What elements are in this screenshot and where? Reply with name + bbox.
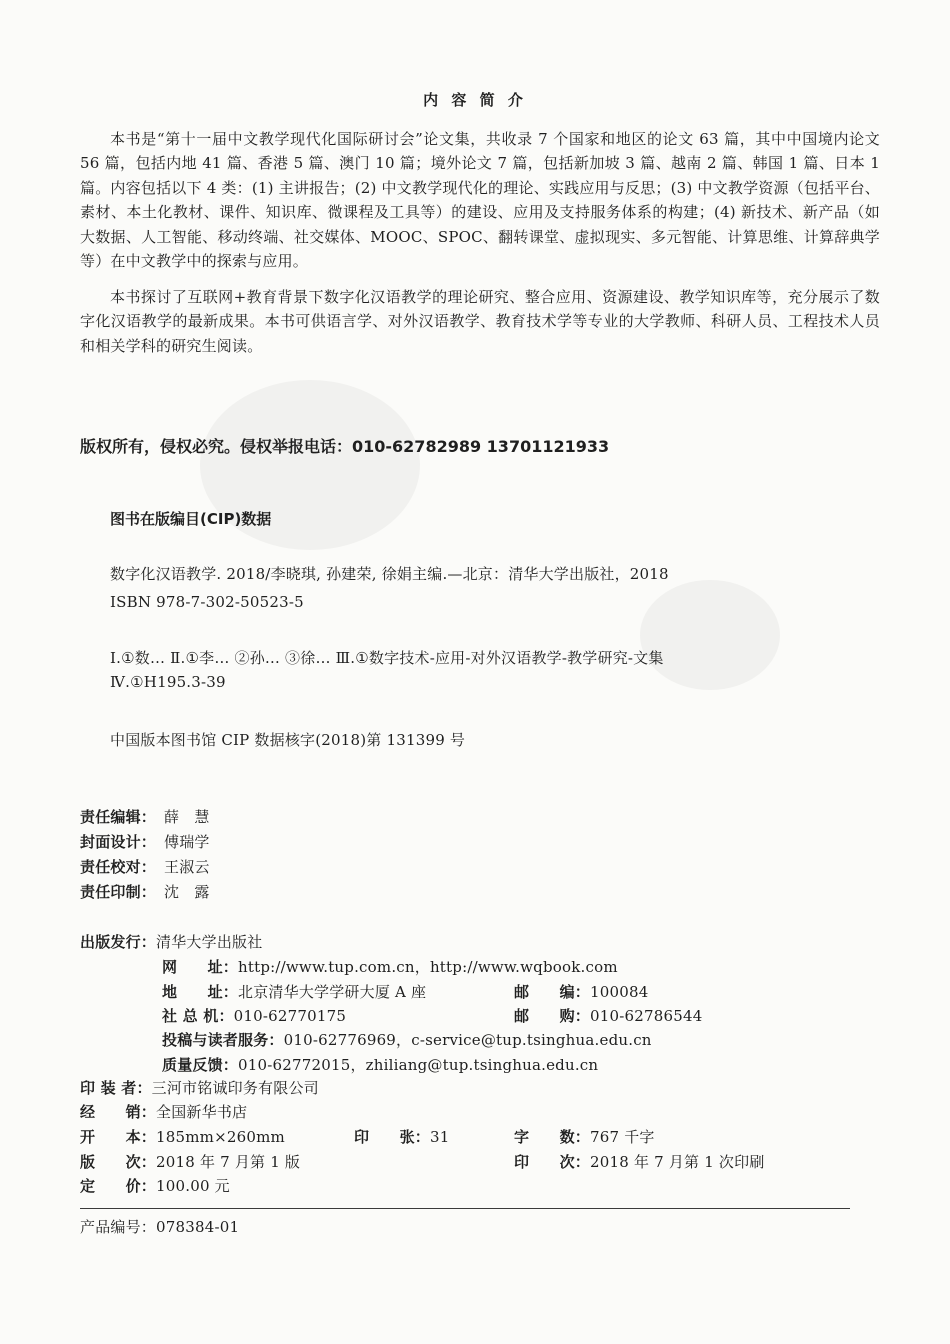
- postcode-value: 100084: [590, 983, 649, 1001]
- quality-feedback-value: 010-62772015，zhiliang@tup.tsinghua.edu.cn: [238, 1056, 599, 1074]
- format-value: 185mm×260mm: [156, 1128, 285, 1146]
- distributor-value: 全国新华书店: [156, 1103, 248, 1121]
- staff-label: 封面设计：: [80, 833, 157, 851]
- word-count-label: 字 数：: [514, 1128, 591, 1146]
- copyright-notice: 版权所有，侵权必究。侵权举报电话：010-62782989 13701121933: [80, 437, 610, 456]
- staff-value: 薛 慧: [164, 808, 210, 826]
- cip-heading: 图书在版编目(CIP)数据: [110, 510, 272, 528]
- mail-order-row: [514, 1006, 702, 1026]
- website-value: http://www.tup.com.cn，http://www.wqbook.com: [238, 958, 618, 976]
- word-count-value: 767 千字: [590, 1128, 655, 1146]
- reader-service-value: 010-62776969，c-service@tup.tsinghua.edu.cn: [283, 1031, 652, 1049]
- staff-value: 傅瑞学: [164, 833, 210, 851]
- distributor-label: 经 销：: [80, 1103, 157, 1121]
- cip-line-clc: Ⅳ.①H195.3-39: [110, 673, 226, 691]
- switchboard-value: 010-62770175: [233, 1007, 347, 1025]
- switchboard-label: 社 总 机：: [162, 1007, 234, 1025]
- cip-line-isbn: ISBN 978-7-302-50523-5: [110, 593, 304, 611]
- website-row: [162, 957, 618, 977]
- price-label: 定 价：: [80, 1177, 157, 1195]
- word-count-row: [514, 1127, 655, 1147]
- printing-row: [514, 1152, 765, 1172]
- product-code-label: 产品编号：: [80, 1218, 157, 1236]
- price-row: [80, 1176, 230, 1196]
- edition-label: 版 次：: [80, 1153, 157, 1171]
- staff-value: 沈 露: [164, 883, 210, 901]
- printer-row: [80, 1078, 319, 1098]
- distributor-row: [80, 1102, 247, 1122]
- switchboard-row: [162, 1006, 346, 1026]
- staff-row: [80, 807, 210, 827]
- cip-line-classification: Ⅰ.①数… Ⅱ.①李… ②孙… ③徐… Ⅲ.①数字技术-应用-对外汉语教学-教学研究-文集: [110, 649, 664, 667]
- printer-label: 印 装 者：: [80, 1079, 152, 1097]
- intro-paragraph-2: 本书探讨了互联网+教育背景下数字化汉语教学的理论研究、整合应用、资源建设、教学知识库等，充分展示了数字化汉语教学的最新成果。本书可供语言学、对外汉语教学、教育技术学等专业的大学教师、科研人员、工程技术人员和相关学科的研究生阅读。: [80, 288, 880, 355]
- printing-label: 印 次：: [514, 1153, 591, 1171]
- paper-stain: [640, 580, 780, 690]
- edition-value: 2018 年 7 月第 1 版: [156, 1153, 301, 1171]
- address-value: 北京清华大学学研大厦 A 座: [238, 983, 427, 1001]
- staff-value: 王淑云: [164, 858, 210, 876]
- reader-service-row: [162, 1030, 652, 1050]
- reader-service-label: 投稿与读者服务：: [162, 1031, 284, 1049]
- cip-line-record: 中国版本图书馆 CIP 数据核字(2018)第 131399 号: [110, 731, 466, 749]
- publisher-label: 出版发行：: [80, 933, 157, 951]
- page-title: 内 容 简 介: [423, 91, 527, 109]
- edition-row: [80, 1152, 300, 1172]
- postcode-label: 邮 编：: [514, 983, 591, 1001]
- publisher-row: [80, 932, 262, 952]
- staff-label: 责任编辑：: [80, 808, 157, 826]
- address-row: [162, 982, 426, 1002]
- quality-feedback-row: [162, 1055, 598, 1075]
- divider-line: [80, 1208, 850, 1209]
- postcode-row: [514, 982, 648, 1002]
- staff-label: 责任校对：: [80, 858, 157, 876]
- staff-row: [80, 857, 210, 877]
- sheets-label: 印 张：: [354, 1128, 431, 1146]
- mail-order-label: 邮 购：: [514, 1007, 591, 1025]
- staff-row: [80, 882, 210, 902]
- website-label: 网 址：: [162, 958, 239, 976]
- product-code-value: 078384-01: [156, 1218, 240, 1236]
- address-label: 地 址：: [162, 983, 239, 1001]
- price-value: 100.00 元: [156, 1177, 230, 1195]
- staff-row: [80, 832, 210, 852]
- publisher-value: 清华大学出版社: [156, 933, 263, 951]
- sheets-row: [354, 1127, 450, 1147]
- sheets-value: 31: [430, 1128, 450, 1146]
- format-row: [80, 1127, 285, 1147]
- quality-feedback-label: 质量反馈：: [162, 1056, 239, 1074]
- cip-line-title: 数字化汉语教学. 2018/李晓琪, 孙建荣, 徐娟主编.—北京：清华大学出版社，2018: [110, 565, 669, 583]
- staff-label: 责任印制：: [80, 883, 157, 901]
- mail-order-value: 010-62786544: [590, 1007, 703, 1025]
- intro-paragraph-1: 本书是“第十一届中文教学现代化国际研讨会”论文集，共收录 7 个国家和地区的论文 63 篇，其中中国境内论文 56 篇，包括内地 41 篇、香港 5 篇、澳门 10 篇；境外论文 7 篇，包括新加坡 3 篇、越南 2 篇、韩国 1 篇、日本 1 篇。内容包括以下 4 类：(1) 主讲报告；(2) 中文教学现代化的理论、实践应用与反思；(3) 中文教学资源（包括平台、素材、本土化教材、课件、知识库、微课程及工具等）的建设、应用及支持服务体系的构建；(4) 新技术、新产品（如大数据、人工智能、移动终端、社交媒体、MOOC、SPOC、翻转课堂、虚拟现实、多元智能、计算思维、计算辞典学等）在中文教学中的探索与应用。: [80, 130, 880, 271]
- printing-value: 2018 年 7 月第 1 次印刷: [590, 1153, 765, 1171]
- printer-value: 三河市铭诚印务有限公司: [151, 1079, 319, 1097]
- product-code-row: [80, 1217, 239, 1237]
- format-label: 开 本：: [80, 1128, 157, 1146]
